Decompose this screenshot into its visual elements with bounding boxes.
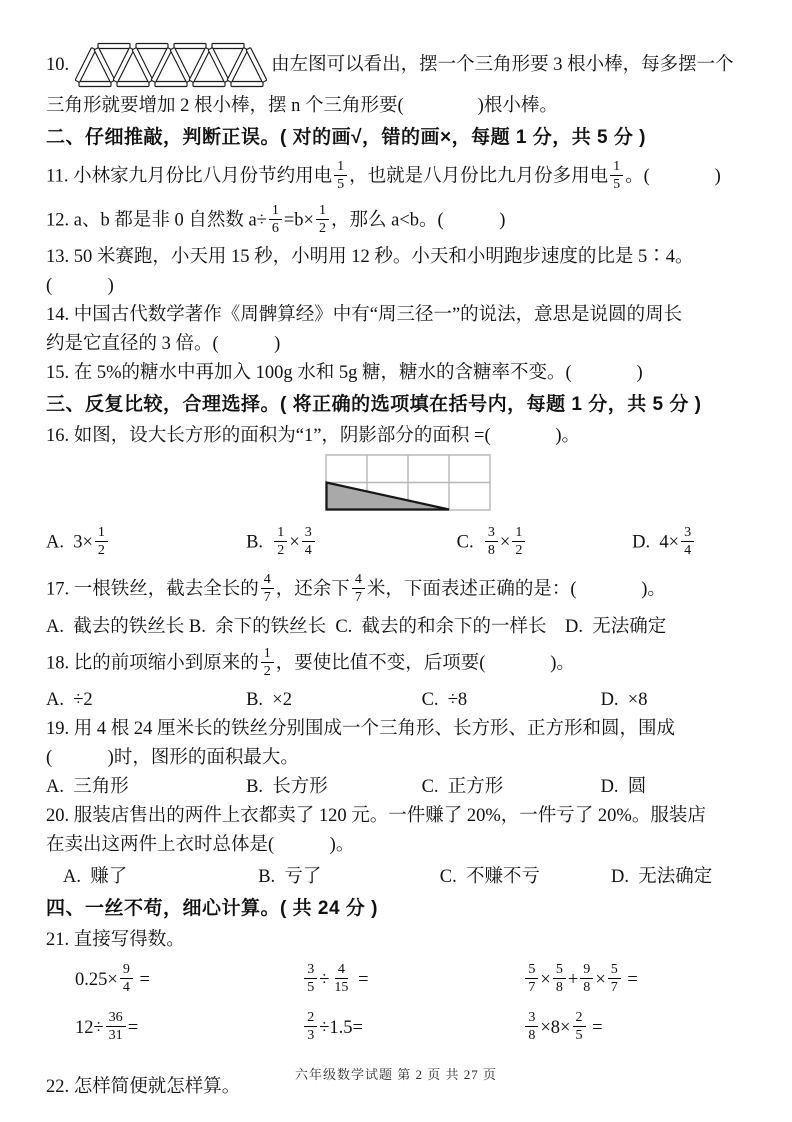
- option-b: B. ×2: [246, 690, 292, 710]
- section-3-header: 三、反复比较，合理选择。( 将正确的选项填在括号内，每题 1 分，共 5 分 ): [46, 394, 702, 415]
- page-footer: 六年级数学试题 第 2 页 共 27 页: [294, 1067, 497, 1082]
- option-a: A. 三角形: [46, 777, 129, 797]
- question-17: [46, 568, 748, 612]
- option-d: D. 无法确定: [610, 867, 713, 887]
- question-19-options: [46, 773, 748, 802]
- option-d: D. 4× $\frac{3}{4}$: [632, 526, 748, 560]
- question-16-options: [46, 518, 748, 568]
- question-12: [46, 199, 748, 243]
- calc-expression: $\frac{2}{3}$ ÷1.5=: [302, 1005, 523, 1051]
- question-13-answer-blank: ( ): [46, 276, 114, 296]
- question-21-calculations: [46, 957, 748, 1051]
- question-20-line2: 在卖出这两件上衣时总体是( )。: [46, 835, 355, 855]
- question-18-text: 18. 比的前项缩小到原来的 $\frac{1}{2}$ ，要使比值不变，后项要( )。: [46, 644, 575, 679]
- option-c: C. 正方形: [421, 777, 504, 797]
- question-20-options: [46, 863, 748, 892]
- question-13-line1: 13. 50 米赛跑，小天用 15 秒，小明用 12 秒。小天和小明跑步速度的比是 5∶4。: [46, 247, 694, 267]
- question-14-line2: 约是它直径的 3 倍。( ): [46, 334, 281, 354]
- calc-expression: $\frac{3}{8}$ ×8× $\frac{2}{5}$ =: [523, 1005, 748, 1051]
- shaded-rectangle-grid-figure: [325, 454, 491, 512]
- question-10-text: 由左图可以看出，摆一个三角形要 3 根小棒，每多摆一个: [271, 54, 734, 75]
- question-19-line1: 19. 用 4 根 24 厘米长的铁丝分别围成一个三角形、长方形、正方形和圆，围成: [46, 719, 676, 739]
- calc-expression: 0.25× $\frac{9}{4}$ =: [75, 960, 150, 995]
- section-2-header: 二、仔细推敲，判断正误。( 对的画√，错的画×，每题 1 分，共 5 分 ): [46, 127, 646, 148]
- question-18-options: [46, 686, 748, 715]
- section-4-header: 四、一丝不苟，细心计算。( 共 24 分 ): [46, 898, 378, 919]
- option-a: A. 赚了: [63, 867, 128, 887]
- option-a: A. ÷2: [46, 690, 93, 710]
- question-18: [46, 642, 748, 686]
- option-b: B. 亏了: [258, 867, 322, 887]
- question-22-text: 22. 怎样简便就怎样算。: [46, 1077, 241, 1097]
- option-c: C. 不赚不亏: [439, 867, 540, 887]
- question-17-text: 17. 一根铁丝，截去全长的 $\frac{4}{7}$ ，还余下 $\frac{4}{7}$ 米，下面表述正确的是：( )。: [46, 570, 666, 605]
- question-20-line1: 20. 服装店售出的两件上衣都卖了 120 元。一件赚了 20%，一件亏了 20%。服装店: [46, 806, 706, 826]
- calc-expression: $\frac{3}{5}$ ÷ $\frac{4}{15}$ =: [302, 957, 523, 1003]
- question-14-line1: 14. 中国古代数学著作《周髀算经》中有“周三径一”的说法，意思是说圆的周长: [46, 305, 683, 325]
- calc-expression: $\frac{5}{7}$ × $\frac{5}{8}$ + $\frac{9}{8}$ × $\frac{5}{7}$ =: [523, 957, 748, 1003]
- question-16-text: 16. 如图，设大长方形的面积为“1”，阴影部分的面积 =( )。: [46, 426, 581, 446]
- question-12-text: 12. a、b 都是非 0 自然数 a÷ $\frac{1}{6}$ =b× $\frac{1}{2}$ ，那么 a<b。( ): [46, 201, 506, 236]
- question-10-line1: [46, 38, 748, 92]
- option-c: C. ÷8: [421, 690, 468, 710]
- option-b: B. 长方形: [246, 777, 328, 797]
- question-21-text: 21. 直接写得数。: [46, 930, 185, 950]
- triangle-stick-strip-figure: [75, 39, 267, 91]
- question-11: [46, 155, 748, 199]
- calc-expression: 12÷ $\frac{36}{31}$ =: [75, 1008, 139, 1043]
- question-15: 15. 在 5%的糖水中再加入 100g 水和 5g 糖，糖水的含糖率不变。( ): [46, 363, 643, 383]
- option-b: B. $\frac{1}{2}$ × $\frac{3}{4}$: [246, 526, 457, 560]
- question-19-line2: ( )时，图形的面积最大。: [46, 748, 299, 768]
- question-17-options: A. 截去的铁丝长 B. 余下的铁丝长 C. 截去的和余下的一样长 D. 无法确定: [46, 617, 667, 637]
- question-10-number: 10.: [46, 54, 70, 75]
- page-content: [46, 38, 748, 1102]
- option-a: A. 3× $\frac{1}{2}$: [46, 526, 246, 560]
- question-10-line2: 三角形就要增加 2 根小棒，摆 n 个三角形要( )根小棒。: [46, 96, 558, 116]
- option-d: D. 圆: [600, 777, 647, 797]
- question-11-text: 11. 小林家九月份比八月份节约用电 $\frac{1}{5}$ ，也就是八月份比九月份多用电 $\frac{1}{5}$ 。( ): [46, 157, 721, 192]
- option-d: D. ×8: [600, 690, 648, 710]
- option-c: C. $\frac{3}{8}$ × $\frac{1}{2}$: [457, 526, 633, 560]
- question-16-figure-wrap: [68, 454, 748, 516]
